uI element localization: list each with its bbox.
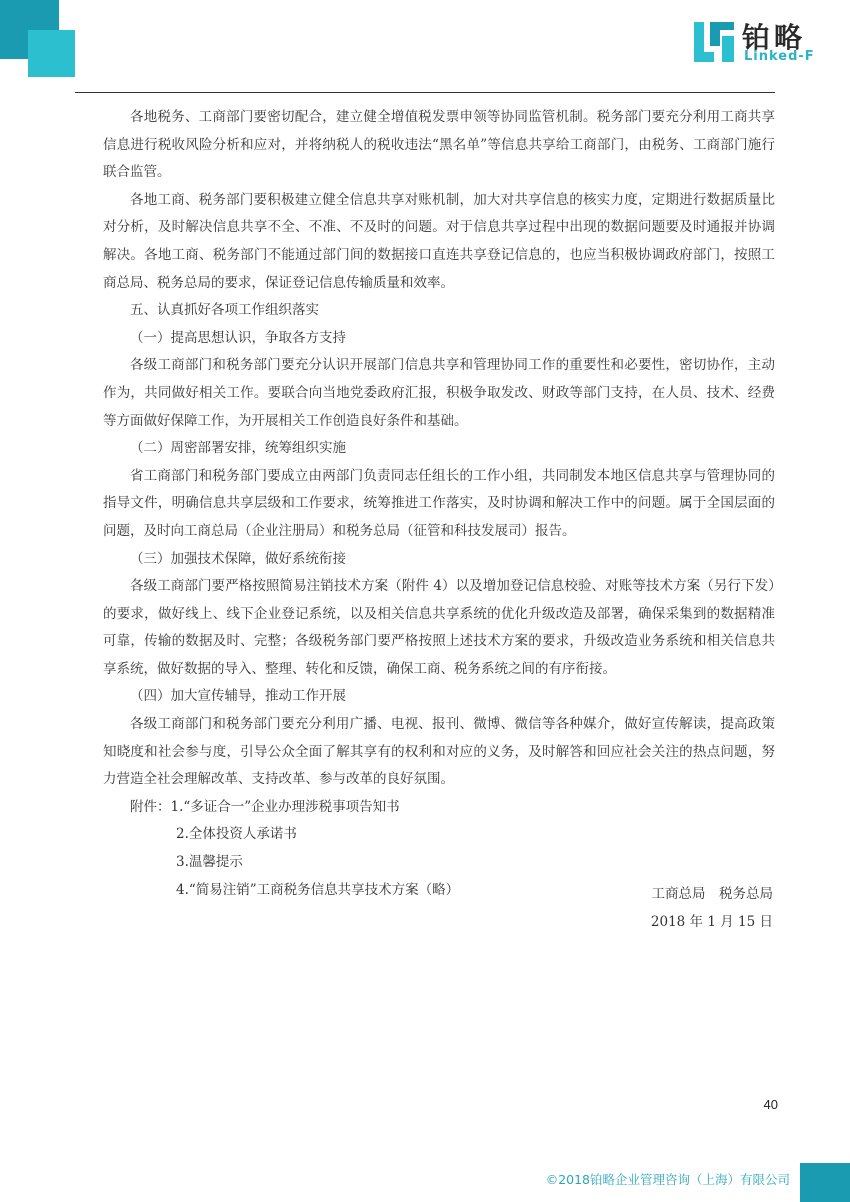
footer-copyright: ©2018铂略企业管理咨询（上海）有限公司 (545, 1172, 790, 1187)
subsection-heading: （二）周密部署安排，统筹组织实施 (130, 440, 346, 457)
paragraph: 各地税务、工商部门要密切配合，建立健全增值税发票申领等协同监管机制。税务部门要充分利用工商共享信息进行税收风险分析和应对，并将纳税人的税收违法“黑名单”等信息共享给工商部门，由税务、工商部门施行联合监管。 (103, 109, 775, 181)
footer-decoration-block (800, 1163, 850, 1202)
signature-issuers: 工商总局 税务总局 (651, 886, 773, 902)
paragraph: 各级工商部门和税务部门要充分利用广播、电视、报刊、微博、微信等各种媒介，做好宣传解读，提高政策知晓度和社会参与度，引导公众全面了解其享有的权利和对应的义务，及时解答和回应社会关注的热点问题，努力营造全社会理解改革、支持改革、参与改革的良好氛围。 (103, 716, 775, 788)
attachment-item: 2.全体投资人承诺书 (176, 826, 297, 843)
paragraph: 各地工商、税务部门要积极建立健全信息共享对账机制，加大对共享信息的核实力度，定期进行数据质量比对分析，及时解决信息共享不全、不准、不及时的问题。对于信息共享过程中出现的数据问题要及时通报并协调解决。各地工商、税务部门不能通过部门间的数据接口直连共享登记信息的，也应当积极协调政府部门，按照工商总局、税务总局的要求，保证登记信息传输质量和效率。 (103, 191, 775, 291)
subsection-heading: （四）加大宣传辅导，推动工作开展 (130, 688, 346, 705)
brand-name-cn: 铂略 (742, 21, 807, 54)
paragraph: 各级工商部门要严格按照简易注销技术方案（附件 4）以及增加登记信息校验、对账等技术方案（另行下发）的要求，做好线上、线下企业登记系统，以及相关信息共享系统的优化升级改造及部署，确保采集到的数据精准可靠，传输的数据及时、完整；各级税务部门要严格按照上述技术方案的要求，升级改造业务系统和相关信息共享系统，做好数据的导入、整理、转化和反馈，确保工商、税务系统之间的有序衔接。 (103, 578, 775, 677)
signature-date: 2018 年 1 月 15 日 (650, 913, 773, 930)
subsection-heading: （三）加强技术保障，做好系统衔接 (130, 550, 346, 567)
signature-block (651, 881, 773, 936)
header-divider (75, 92, 775, 93)
subsection-heading: （一）提高思想认识，争取各方支持 (130, 329, 346, 346)
attachment-item: 3.温馨提示 (176, 854, 243, 871)
corner-decoration-light (28, 30, 75, 77)
attachments-first-line: 附件：1.“多证合一”企业办理涉税事项告知书 (130, 798, 400, 815)
attachment-item: 4.“简易注销”工商税务信息共享技术方案（略） (176, 881, 460, 898)
paragraph: 各级工商部门和税务部门要充分认识开展部门信息共享和管理协同工作的重要性和必要性，密切协作，主动作为，共同做好相关工作。要联合向当地党委政府汇报，积极争取发改、财政等部门支持，在人员、技术、经费等方面做好保障工作，为开展相关工作创造良好条件和基础。 (103, 357, 775, 429)
document-body (103, 104, 775, 904)
brand-logo (692, 18, 822, 66)
brand-name-en: Linked-F (744, 49, 815, 64)
paragraph: 省工商部门和税务部门要成立由两部门负责同志任组长的工作小组，共同制发本地区信息共享与管理协同的指导文件，明确信息共享层级和工作要求，统筹推进工作落实，及时协调和解决工作中的问题。属于全国层面的问题，及时向工商总局（企业注册局）和税务总局（征管和科技发展司）报告。 (103, 467, 775, 539)
brand-logo-mark-icon (692, 20, 736, 64)
page-number: 40 (763, 1097, 778, 1112)
section-heading: 五、认真抓好各项工作组织落实 (130, 302, 319, 319)
